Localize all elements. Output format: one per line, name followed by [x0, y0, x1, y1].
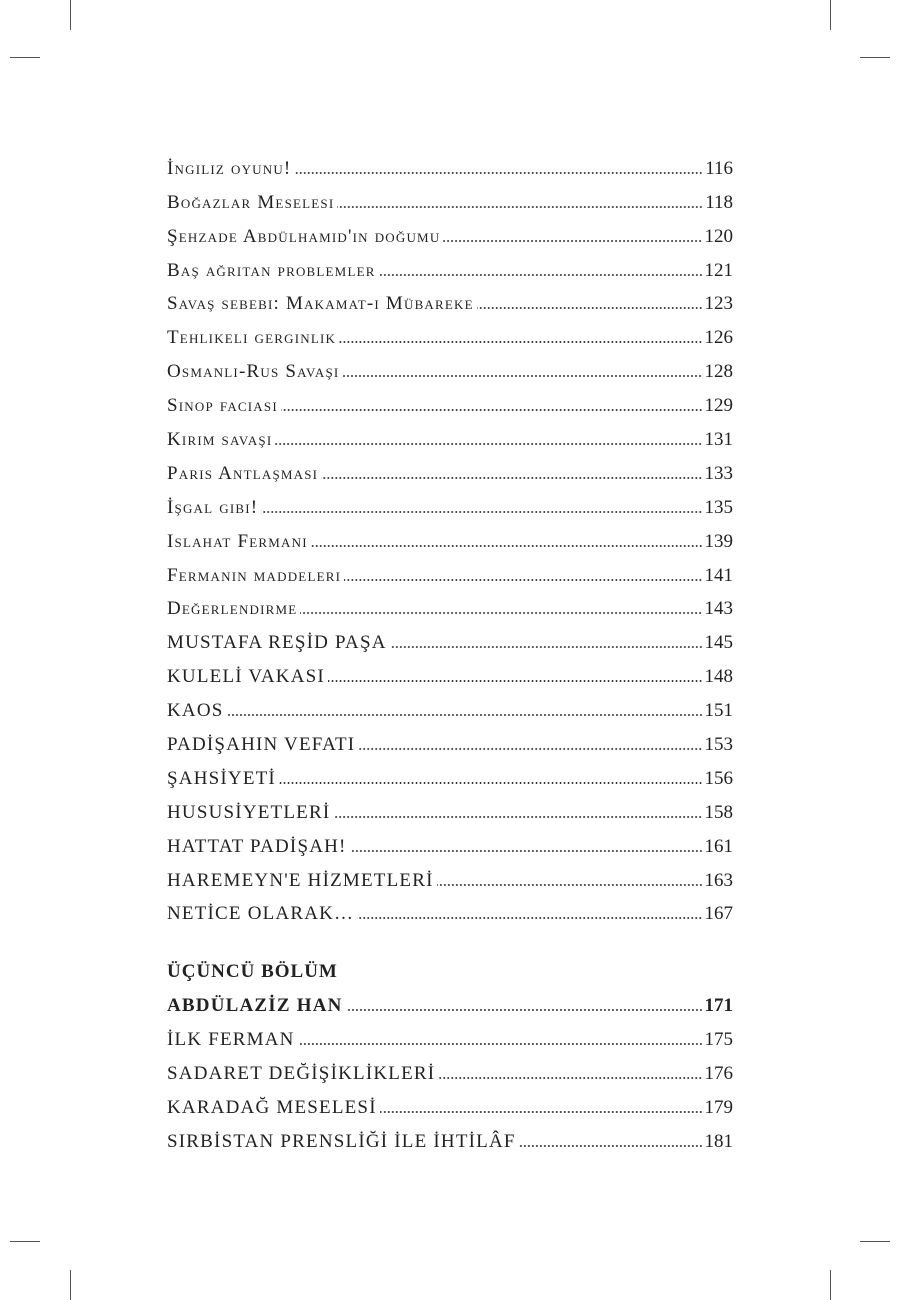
toc-entry[interactable] [167, 553, 733, 587]
crop-mark [10, 1241, 40, 1242]
dot-leader [300, 612, 702, 614]
toc-entry[interactable] [167, 688, 733, 722]
toc-entry[interactable] [167, 349, 733, 383]
toc-entry-title: Değerlendirme [167, 598, 298, 620]
toc-entry-title: Boğazlar Meselesi [167, 191, 335, 213]
dot-leader [337, 206, 703, 208]
toc-entry-page: 143 [704, 598, 733, 620]
toc-entry[interactable] [167, 282, 733, 316]
dot-leader [321, 477, 702, 479]
toc-entry-title: Tehlikeli gerginlik [167, 327, 337, 349]
dot-leader [279, 782, 703, 784]
toc-entry-page: 145 [704, 632, 733, 654]
toc-entry-title: Kırım savaşı [167, 429, 273, 451]
toc-entry[interactable] [167, 756, 733, 790]
toc-entry[interactable] [167, 1085, 733, 1119]
section-heading: ÜÇÜNCÜ BÖLÜM [167, 961, 338, 983]
dot-leader [390, 646, 703, 648]
toc-entry-title: Islahat Fermanı [167, 530, 308, 552]
dot-leader [227, 714, 703, 716]
toc-entry-title: KAOS [167, 700, 224, 722]
toc-entry[interactable] [167, 383, 733, 417]
toc-entry-title: KULELİ VAKASI [167, 666, 325, 688]
toc-entry[interactable] [167, 858, 733, 892]
dot-leader [443, 240, 702, 242]
table-of-contents [167, 146, 733, 1153]
dot-leader [298, 1043, 703, 1045]
toc-entry[interactable] [167, 620, 733, 654]
toc-entry[interactable] [167, 892, 733, 926]
toc-entry-title: KARADAĞ MESELESİ [167, 1097, 377, 1119]
toc-entry-page: 141 [704, 564, 733, 586]
toc-entry[interactable] [167, 485, 733, 519]
toc-entry-title: İngiliz oyunu! [167, 157, 292, 179]
crop-mark [70, 0, 71, 30]
toc-entry-page: 175 [704, 1029, 733, 1051]
dot-leader [342, 375, 702, 377]
toc-entry-page: 167 [704, 903, 733, 925]
toc-entry-title: Sinop faciası [167, 395, 278, 417]
toc-entry-page: 158 [704, 801, 733, 823]
crop-mark [860, 1241, 890, 1242]
dot-leader [261, 511, 702, 513]
toc-entry[interactable] [167, 417, 733, 451]
dot-leader [358, 748, 702, 750]
toc-entry-title: Şehzade Abdülhamid'in doğumu [167, 225, 441, 247]
toc-entry[interactable] [167, 654, 733, 688]
toc-entry-title: NETİCE OLARAK… [167, 903, 355, 925]
toc-entry-page: 156 [704, 767, 733, 789]
toc-entry-page: 126 [704, 327, 733, 349]
toc-entry-page: 131 [704, 429, 733, 451]
dot-leader [380, 1111, 703, 1113]
dot-leader [346, 1009, 703, 1011]
toc-entry-page: 133 [704, 462, 733, 484]
toc-entry[interactable] [167, 722, 733, 756]
toc-entry-title: SADARET DEĞİŞİKLİKLERİ [167, 1063, 436, 1085]
crop-mark [70, 1270, 71, 1300]
toc-entry-title: HATTAT PADİŞAH! [167, 835, 347, 857]
toc-entry-page: 128 [704, 361, 733, 383]
toc-entry[interactable] [167, 1051, 733, 1085]
toc-entry[interactable] [167, 214, 733, 248]
dot-leader [339, 341, 702, 343]
toc-entry[interactable] [167, 180, 733, 214]
toc-entry-title: HUSUSİYETLERİ [167, 801, 331, 823]
toc-entry[interactable] [167, 519, 733, 553]
toc-entry-title: Paris Antlaşması [167, 462, 319, 484]
toc-entry[interactable] [167, 451, 733, 485]
crop-mark [10, 57, 40, 58]
toc-entry-page: 163 [704, 869, 733, 891]
toc-entry[interactable] [167, 1119, 733, 1153]
toc-entry-page: 181 [704, 1130, 733, 1152]
crop-mark [830, 1270, 831, 1300]
dot-leader [333, 816, 702, 818]
dot-leader [438, 1077, 702, 1079]
dot-leader [350, 850, 703, 852]
toc-entry-title: SIRBİSTAN PRENSLİĞİ İLE İHTİLÂF [167, 1130, 516, 1152]
toc-entry-page: 120 [704, 225, 733, 247]
dot-leader [344, 579, 702, 581]
toc-entry[interactable] [167, 824, 733, 858]
dot-leader [379, 274, 703, 276]
toc-entry-title: ŞAHSİYETİ [167, 767, 276, 789]
dot-leader [477, 307, 703, 309]
dot-leader [328, 680, 703, 682]
toc-list [167, 1017, 733, 1153]
toc-entry[interactable] [167, 315, 733, 349]
toc-entry-page: 123 [704, 293, 733, 315]
toc-entry-page: 139 [704, 530, 733, 552]
toc-entry-page: 151 [704, 700, 733, 722]
toc-entry-title: Fermanın maddeleri [167, 564, 342, 586]
toc-entry-page: 161 [704, 835, 733, 857]
toc-entry-title: Osmanlı-Rus Savaşı [167, 361, 340, 383]
toc-entry-title: PADİŞAHIN VEFATI [167, 734, 356, 756]
toc-entry[interactable] [167, 587, 733, 621]
crop-mark [830, 0, 831, 30]
dot-leader [437, 884, 703, 886]
toc-list [167, 146, 733, 925]
toc-entry-page: 148 [704, 666, 733, 688]
dot-leader [311, 545, 703, 547]
toc-entry[interactable] [167, 248, 733, 282]
section-gap [167, 925, 733, 955]
crop-mark [860, 57, 890, 58]
chapter-page: 171 [704, 995, 733, 1017]
toc-entry[interactable] [167, 1017, 733, 1051]
toc-entry-title: Baş ağrıtan problemler [167, 259, 376, 281]
toc-entry-page: 129 [704, 395, 733, 417]
toc-entry-page: 153 [704, 734, 733, 756]
chapter-title: ABDÜLAZİZ HAN [167, 995, 343, 1017]
toc-entry-title: HAREMEYN'E HİZMETLERİ [167, 869, 434, 891]
chapter-entry[interactable] [167, 983, 733, 1017]
toc-entry-page: 116 [705, 157, 733, 179]
dot-leader [357, 917, 702, 919]
toc-entry-page: 135 [704, 496, 733, 518]
toc-entry-title: İşgal gibi! [167, 496, 259, 518]
toc-entry-title: Savaş sebebi: Makamat-ı Mübareke [167, 293, 474, 315]
dot-leader [281, 409, 703, 411]
toc-entry-page: 118 [705, 191, 733, 213]
dot-leader [294, 172, 703, 174]
toc-entry-page: 179 [704, 1097, 733, 1119]
toc-entry[interactable] [167, 146, 733, 180]
dot-leader [519, 1145, 703, 1147]
dot-leader [275, 443, 702, 445]
toc-entry-page: 121 [704, 259, 733, 281]
toc-entry-page: 176 [704, 1063, 733, 1085]
toc-entry-title: MUSTAFA REŞİD PAŞA [167, 632, 387, 654]
toc-entry-title: İLK FERMAN [167, 1029, 295, 1051]
toc-entry[interactable] [167, 790, 733, 824]
